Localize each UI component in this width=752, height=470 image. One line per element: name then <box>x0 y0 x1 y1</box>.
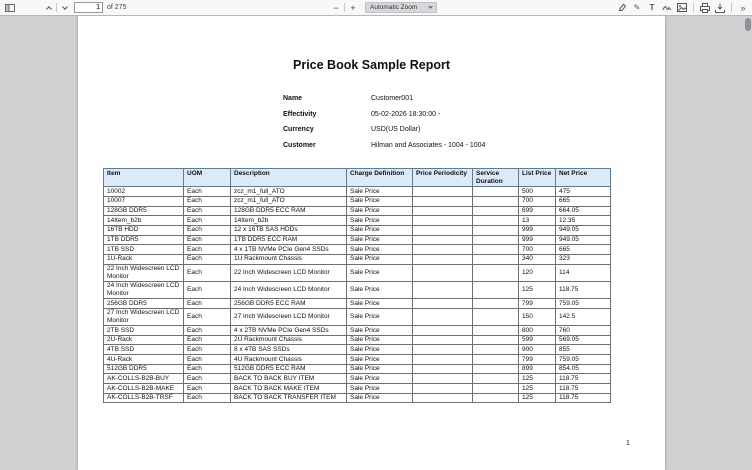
table-cell <box>413 393 473 403</box>
table-cell <box>473 206 519 216</box>
table-cell: Sale Price <box>347 374 413 384</box>
table-cell: Each <box>184 216 231 226</box>
page-number-footer: 1 <box>626 440 630 447</box>
table-cell: BACK TO BACK TRANSFER ITEM <box>231 393 347 403</box>
page-title: Price Book Sample Report <box>293 58 450 72</box>
print-icon <box>700 3 710 13</box>
table-cell <box>473 235 519 245</box>
zoom-controls <box>330 0 437 15</box>
field-value: Hilman and Associates - 1004 - 1004 <box>371 141 486 149</box>
table-cell <box>473 216 519 226</box>
table-row <box>104 196 611 206</box>
table-cell: Each <box>184 335 231 345</box>
table-cell: Each <box>184 245 231 255</box>
table-row <box>104 225 611 235</box>
table-cell <box>413 254 473 264</box>
column-header: Service Duration <box>473 169 519 187</box>
table-cell: 125 <box>519 374 556 384</box>
save-button[interactable] <box>714 2 726 14</box>
table-cell: 13 <box>519 216 556 226</box>
table-cell: 700 <box>519 196 556 206</box>
table-cell: 512GB DDR5 ECC RAM <box>231 364 347 374</box>
table-cell: Sale Price <box>347 206 413 216</box>
table-cell <box>413 187 473 197</box>
table-cell: Each <box>184 281 231 298</box>
table-cell: 125 <box>519 393 556 403</box>
table-cell <box>413 206 473 216</box>
table-cell: 1TB SSD <box>104 245 184 255</box>
table-cell: 599 <box>519 335 556 345</box>
table-cell: Sale Price <box>347 393 413 403</box>
column-header: UOM <box>184 169 231 187</box>
table-cell <box>473 384 519 394</box>
table-cell: 899 <box>519 364 556 374</box>
table-cell: Sale Price <box>347 281 413 298</box>
table-row <box>104 355 611 365</box>
table-cell <box>473 225 519 235</box>
draw-icon: ✎ <box>633 3 641 12</box>
field-label: Effectivity <box>283 110 317 118</box>
table-cell: 4U-Rack <box>104 355 184 365</box>
toolbar-divider <box>693 3 694 12</box>
table-cell: 24 Inch Widescreen LCD Monitor <box>104 281 184 298</box>
image-icon <box>677 3 687 12</box>
table-row <box>104 264 611 281</box>
table-cell: 14Item_b2b <box>104 216 184 226</box>
table-cell: Sale Price <box>347 355 413 365</box>
table-cell: Sale Price <box>347 187 413 197</box>
table-cell: 114 <box>556 264 611 281</box>
table-cell: 4 x 2TB NVMe PCIe Gen4 SSDs <box>231 326 347 336</box>
table-row <box>104 374 611 384</box>
table-cell: 10007 <box>104 196 184 206</box>
table-cell: 118.75 <box>556 393 611 403</box>
table-cell: Each <box>184 393 231 403</box>
table-cell: 118.75 <box>556 384 611 394</box>
table-cell: BACK TO BACK BUY ITEM <box>231 374 347 384</box>
table-cell: Each <box>184 308 231 325</box>
column-header: List Price <box>519 169 556 187</box>
table-cell <box>473 299 519 309</box>
table-cell: 8 x 4TB SAS SSDs <box>231 345 347 355</box>
table-row <box>104 364 611 374</box>
table-cell: 4TB SSD <box>104 345 184 355</box>
table-cell: Each <box>184 187 231 197</box>
table-cell: Each <box>184 264 231 281</box>
toolbar-divider <box>731 3 732 12</box>
table-cell: 1U Rackmount Chassis <box>231 254 347 264</box>
table-cell: Sale Price <box>347 254 413 264</box>
table-cell: 128GB DDR5 <box>104 206 184 216</box>
table-cell: Sale Price <box>347 235 413 245</box>
table-cell: 118.75 <box>556 281 611 298</box>
table-cell <box>473 393 519 403</box>
table-cell <box>413 225 473 235</box>
table-cell <box>473 345 519 355</box>
image-tool-button[interactable] <box>676 2 688 14</box>
pdf-viewer-toolbar <box>0 0 752 16</box>
table-cell <box>413 374 473 384</box>
table-cell: Sale Price <box>347 225 413 235</box>
table-row <box>104 281 611 298</box>
table-cell: Each <box>184 254 231 264</box>
table-cell: Each <box>184 225 231 235</box>
table-cell: Sale Price <box>347 264 413 281</box>
table-cell: 27 Inch Widescreen LCD Monitor <box>231 308 347 325</box>
table-cell: zcz_m1_full_ATO <box>231 196 347 206</box>
document-viewport <box>0 16 752 470</box>
table-cell: 2U Rackmount Chassis <box>231 335 347 345</box>
column-header: Price Periodicity <box>413 169 473 187</box>
table-cell: Sale Price <box>347 345 413 355</box>
table-cell <box>413 196 473 206</box>
table-cell: Sale Price <box>347 299 413 309</box>
table-cell: 854.05 <box>556 364 611 374</box>
table-row <box>104 187 611 197</box>
signature-icon <box>662 3 672 12</box>
print-button[interactable] <box>699 2 711 14</box>
page-number-input[interactable] <box>74 2 103 13</box>
table-cell: 569.05 <box>556 335 611 345</box>
table-cell: Each <box>184 374 231 384</box>
table-cell: 256GB DDR5 <box>104 299 184 309</box>
table-cell: Each <box>184 364 231 374</box>
page-count-label: of 275 <box>107 4 127 11</box>
table-cell: Each <box>184 206 231 216</box>
table-cell: 120 <box>519 264 556 281</box>
table-cell: Each <box>184 384 231 394</box>
more-tools-button[interactable] <box>737 2 749 14</box>
table-cell <box>473 355 519 365</box>
table-cell <box>473 245 519 255</box>
more-tools-icon: » <box>740 2 746 13</box>
table-cell: 855 <box>556 345 611 355</box>
table-cell: 27 Inch Widescreen LCD Monitor <box>104 308 184 325</box>
table-cell: 4 x 1TB NVMe PCIe Gen4 SSDs <box>231 245 347 255</box>
field-value: Customer001 <box>371 95 414 102</box>
table-header-row <box>104 169 611 187</box>
table-cell: 128GB DDR5 ECC RAM <box>231 206 347 216</box>
table-cell: 142.5 <box>556 308 611 325</box>
zoom-in-button[interactable] <box>347 2 359 14</box>
field-currency <box>283 126 485 142</box>
field-name <box>283 95 485 111</box>
vertical-scrollbar[interactable] <box>745 18 751 31</box>
table-cell <box>473 254 519 264</box>
table-cell: 118.75 <box>556 374 611 384</box>
table-cell <box>413 345 473 355</box>
field-value: USD(US Dollar) <box>371 126 421 133</box>
table-cell: 759.05 <box>556 355 611 365</box>
table-cell: 664.05 <box>556 206 611 216</box>
draw-tool-button[interactable] <box>631 2 643 14</box>
highlight-tool-button[interactable] <box>616 2 628 14</box>
table-cell: 700 <box>519 245 556 255</box>
table-cell <box>473 326 519 336</box>
toolbar-divider <box>344 3 345 12</box>
table-cell: 760 <box>556 326 611 336</box>
table-cell: 699 <box>519 206 556 216</box>
table-cell: AK-COLLS-B2B-BUY <box>104 374 184 384</box>
table-cell <box>413 364 473 374</box>
table-row <box>104 299 611 309</box>
table-cell: Each <box>184 355 231 365</box>
text-tool-button[interactable] <box>646 2 658 14</box>
table-cell: 2TB SSD <box>104 326 184 336</box>
table-cell: 22 Inch Widescreen LCD Monitor <box>104 264 184 281</box>
toolbar-right-tools <box>616 0 749 15</box>
table-row <box>104 254 611 264</box>
table-cell <box>473 374 519 384</box>
field-label: Name <box>283 95 303 102</box>
table-cell <box>413 216 473 226</box>
table-cell <box>473 364 519 374</box>
table-cell <box>413 281 473 298</box>
field-effectivity <box>283 111 485 127</box>
table-cell: 1TB DDR5 ECC RAM <box>231 235 347 245</box>
table-cell: BACK TO BACK MAKE ITEM <box>231 384 347 394</box>
table-cell: 340 <box>519 254 556 264</box>
price-book-table <box>103 168 611 403</box>
table-cell: 799 <box>519 355 556 365</box>
sidebar-toggle-button[interactable] <box>4 2 15 14</box>
table-row <box>104 245 611 255</box>
column-header: Charge Definition <box>347 169 413 187</box>
table-cell: 665 <box>556 196 611 206</box>
table-cell: Each <box>184 235 231 245</box>
field-label: Currency <box>283 126 314 133</box>
table-cell: 24 Inch Widescreen LCD Monitor <box>231 281 347 298</box>
table-cell: 900 <box>519 345 556 355</box>
table-cell: 4U Rackmount Chassis <box>231 355 347 365</box>
table-cell <box>413 264 473 281</box>
table-cell: 10002 <box>104 187 184 197</box>
table-cell: Sale Price <box>347 196 413 206</box>
table-cell: AK-COLLS-B2B-TRSF <box>104 393 184 403</box>
table-row <box>104 216 611 226</box>
table-cell: 22 Inch Widescreen LCD Monitor <box>231 264 347 281</box>
field-label: Customer <box>283 141 316 149</box>
table-cell: 999 <box>519 225 556 235</box>
table-cell: Sale Price <box>347 308 413 325</box>
previous-page-button[interactable] <box>43 2 54 14</box>
signature-tool-button[interactable] <box>661 2 673 14</box>
table-row <box>104 206 611 216</box>
table-cell: 16TB HDD <box>104 225 184 235</box>
table-cell: 2U-Rack <box>104 335 184 345</box>
zoom-out-icon: − <box>333 2 339 13</box>
table-row <box>104 393 611 403</box>
table-cell: Sale Price <box>347 245 413 255</box>
table-cell: Each <box>184 326 231 336</box>
zoom-out-button[interactable] <box>330 2 342 14</box>
pdf-page <box>78 16 665 470</box>
field-customer <box>283 142 485 158</box>
table-cell <box>473 196 519 206</box>
table-cell: 949.05 <box>556 235 611 245</box>
save-icon <box>715 3 725 13</box>
table-cell: 512GB DDR5 <box>104 364 184 374</box>
table-cell: Sale Price <box>347 335 413 345</box>
table-cell: 323 <box>556 254 611 264</box>
zoom-in-icon: + <box>350 2 356 13</box>
table-cell <box>473 335 519 345</box>
table-cell: 12.35 <box>556 216 611 226</box>
table-cell: Each <box>184 345 231 355</box>
toolbar-divider <box>56 3 57 12</box>
highlight-icon <box>618 3 627 12</box>
table-cell <box>413 235 473 245</box>
table-cell <box>413 335 473 345</box>
table-row <box>104 335 611 345</box>
table-cell <box>473 264 519 281</box>
table-cell <box>413 355 473 365</box>
table-cell: 800 <box>519 326 556 336</box>
column-header: Net Price <box>556 169 611 187</box>
table-cell: 999 <box>519 235 556 245</box>
table-cell: 475 <box>556 187 611 197</box>
table-cell <box>473 187 519 197</box>
page-down-icon <box>62 4 68 10</box>
next-page-button[interactable] <box>59 2 70 14</box>
table-cell: 949.05 <box>556 225 611 235</box>
page-up-icon <box>46 6 52 12</box>
table-row <box>104 384 611 394</box>
text-icon: T <box>649 3 655 12</box>
table-row <box>104 345 611 355</box>
table-cell <box>473 308 519 325</box>
table-cell <box>413 326 473 336</box>
table-cell: 1U-Rack <box>104 254 184 264</box>
table-cell: zcz_m1_full_ATO <box>231 187 347 197</box>
table-cell <box>413 384 473 394</box>
table-cell: Each <box>184 299 231 309</box>
table-cell: Sale Price <box>347 384 413 394</box>
table-cell: 759.05 <box>556 299 611 309</box>
table-cell: Sale Price <box>347 216 413 226</box>
table-row <box>104 326 611 336</box>
table-cell: Sale Price <box>347 364 413 374</box>
table-cell: 125 <box>519 281 556 298</box>
table-cell: 799 <box>519 299 556 309</box>
table-cell: Sale Price <box>347 326 413 336</box>
table-cell: AK-COLLS-B2B-MAKE <box>104 384 184 394</box>
sidebar-toggle-icon <box>5 4 15 12</box>
table-cell: Each <box>184 196 231 206</box>
table-cell <box>413 245 473 255</box>
column-header: Description <box>231 169 347 187</box>
field-value: 05-02-2026 18:30:00 - <box>371 110 441 118</box>
table-cell: 256GB DDR5 ECC RAM <box>231 299 347 309</box>
table-cell: 1TB DDR5 <box>104 235 184 245</box>
table-row <box>104 308 611 325</box>
table-cell <box>413 299 473 309</box>
chevron-down-icon <box>428 4 432 8</box>
table-cell: 12 x 16TB SAS HDDs <box>231 225 347 235</box>
table-cell: 500 <box>519 187 556 197</box>
column-header: Item <box>104 169 184 187</box>
table-cell: 665 <box>556 245 611 255</box>
zoom-level-select[interactable] <box>365 2 437 13</box>
zoom-level-value: Automatic Zoom <box>370 4 418 11</box>
table-cell <box>473 281 519 298</box>
table-row <box>104 235 611 245</box>
report-header-fields <box>283 95 485 157</box>
table-cell: 150 <box>519 308 556 325</box>
table-cell: 14Item_b2b <box>231 216 347 226</box>
table-cell: 125 <box>519 384 556 394</box>
table-cell <box>413 308 473 325</box>
